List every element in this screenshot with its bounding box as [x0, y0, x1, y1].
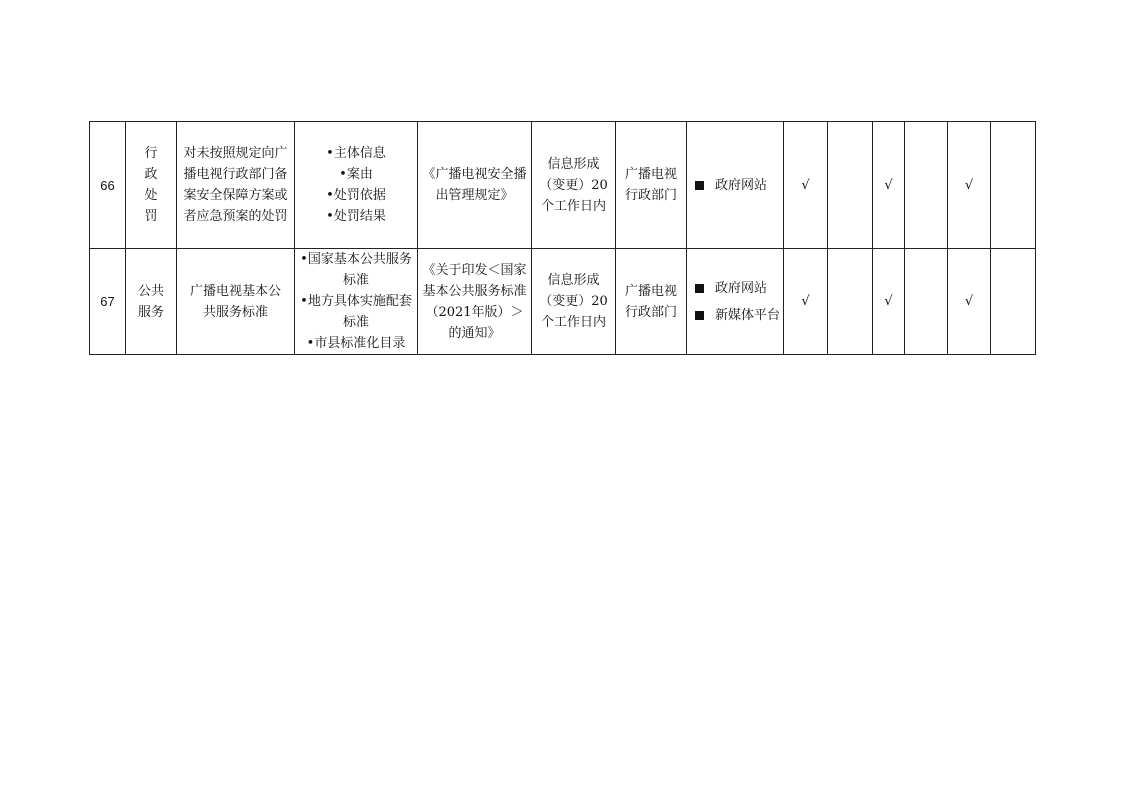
- row-category: 公共服务: [126, 249, 177, 355]
- content-item: • 市县标准化目录: [299, 333, 413, 354]
- content-item: • 国家基本公共服务标准: [299, 249, 413, 291]
- row-content: [295, 249, 418, 355]
- black-square-icon: [695, 311, 704, 320]
- row-content: [295, 122, 418, 249]
- table-row: [90, 122, 1036, 249]
- row-subject: 广播电视行政部门: [616, 249, 687, 355]
- mark-cell: √: [948, 249, 991, 355]
- row-category: 行政处罚: [126, 122, 177, 249]
- black-square-icon: [695, 284, 704, 293]
- channel-item: 新媒体平台: [691, 305, 779, 326]
- row-basis: 《广播电视安全播出管理规定》: [418, 122, 532, 249]
- disclosure-table: [89, 121, 1036, 355]
- mark-cell: [828, 122, 873, 249]
- row-index: 67: [90, 249, 126, 355]
- content-item: • 处罚结果: [299, 206, 413, 227]
- content-item: • 主体信息: [299, 143, 413, 164]
- mark-cell: [991, 249, 1036, 355]
- row-subject: 广播电视行政部门: [616, 122, 687, 249]
- mark-cell: √: [784, 122, 828, 249]
- row-index: 66: [90, 122, 126, 249]
- mark-cell: [828, 249, 873, 355]
- mark-cell: √: [784, 249, 828, 355]
- channel-item: 政府网站: [691, 175, 779, 196]
- mark-cell: [905, 122, 948, 249]
- black-square-icon: [695, 181, 704, 190]
- row-time-limit: 信息形成（变更）20个工作日内: [532, 249, 616, 355]
- mark-cell: [905, 249, 948, 355]
- row-channels: [687, 249, 784, 355]
- channel-item: 政府网站: [691, 278, 779, 299]
- row-basis: 《关于印发＜国家基本公共服务标准（2021年版）＞的通知》: [418, 249, 532, 355]
- row-item: 广播电视基本公共服务标准: [177, 249, 295, 355]
- table-row: [90, 249, 1036, 355]
- content-item: • 案由: [299, 164, 413, 185]
- mark-cell: √: [948, 122, 991, 249]
- row-channels: [687, 122, 784, 249]
- content-item: • 地方具体实施配套标准: [299, 291, 413, 333]
- mark-cell: √: [873, 122, 905, 249]
- row-item: 对未按照规定向广播电视行政部门备案安全保障方案或者应急预案的处罚: [177, 122, 295, 249]
- row-time-limit: 信息形成（变更）20个工作日内: [532, 122, 616, 249]
- mark-cell: [991, 122, 1036, 249]
- content-item: • 处罚依据: [299, 185, 413, 206]
- mark-cell: √: [873, 249, 905, 355]
